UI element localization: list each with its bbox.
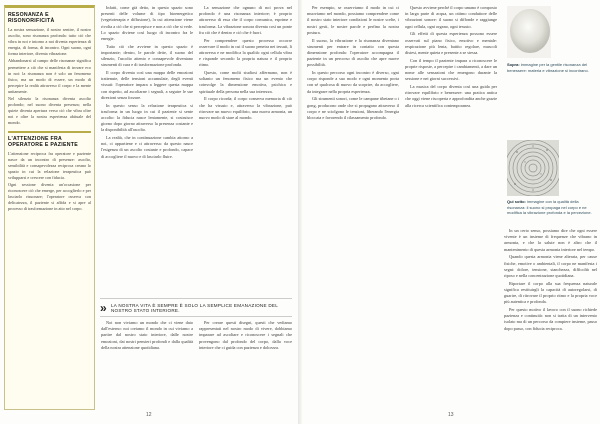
body-paragraph: Per esempio, se osserviamo il modo in cui ci muoviamo nel mondo, possiamo comprendere come il nostro stato interiore condizioni le nostre scelte, i nostri gesti, le nostre parole e perfino la nostra postura. bbox=[307, 5, 399, 35]
body-paragraph: La realtà, che in continuazione cambia attorno a noi, ci appartiene e ci attraversa: da questo nasce l'esigenza di un ascolto costante e profondo, capace di accogliere il nuovo e di lasciarlo fluire. bbox=[101, 135, 193, 159]
pull-quote-text: LA NOSTRA VITA È SEMPRE È SOLO LA SEMPLICE EMANAZIONE DEL NOSTRO STATO INTERIORE. bbox=[110, 302, 278, 313]
body-paragraph: Infatti, come già detto, in questo spazio sono presenti delle volume di tipo bioenergetico (vegetoterapia e diffusione), la cui attenzione viene rivolta a ciò che si percepisce e non a ciò che si vede. Lo spazio diviene così luogo di incontro fra le energie. bbox=[101, 5, 193, 42]
body-paragraph: Il corpo diventa così una mappa delle emozioni trattenute, delle tensioni accumulate, degli eventi vissuti: l'operatore impara a leggere questa mappa con rispetto, ad ascoltarne i segnali, a seguire le sue direzioni senza forzare. bbox=[101, 70, 193, 100]
body-paragraph: Riportare il corpo alla sua frequenza naturale significa restituirgli la capacità di autoregolarsi, di guarire, di ritrovare il proprio ritmo e la propria voce più autentica e profonda. bbox=[504, 280, 597, 305]
caption-bottom-text: immagine con la qualità della risonanza: il suono si propaga nel corpo e ne modifica la vibrazione profonda e la percezione. bbox=[507, 199, 592, 215]
right-column-3 bbox=[504, 228, 597, 408]
sidebar-box bbox=[4, 5, 95, 410]
left-column-1 bbox=[101, 5, 193, 293]
right-column-2 bbox=[405, 5, 497, 408]
body-paragraph: Questo avviene perché il corpo umano è composto in larga parte di acqua, un ottimo conduttore delle vibrazioni sonore: il suono si diffonde e raggiunge ogni cellula, ogni organo, ogni tessuto. bbox=[405, 5, 497, 29]
sidebar-text-resonance bbox=[8, 27, 91, 127]
quote-icon: » bbox=[100, 300, 107, 315]
sidebar-paragraph: La nostra sensazione, il nostro sentire, il nostro ascolto, sono risonanza profonda: tutto ciò che vibra in noi e intorno a noi diventa esperienza di energia, di forma, di incontro. Ogni suono, ogni forma interiore, diventa vibrazione. bbox=[8, 27, 91, 57]
body-paragraph: La sensazione che ognuno di noi prova nel profondo è una risonanza interiore; è proprio attraverso di essa che il corpo comunica, esprime e trasforma. La vibrazione sonora diventa così un ponte fra ciò che è dentro e ciò che è fuori. bbox=[199, 5, 292, 35]
body-paragraph: Questo, come molti studiosi affermano, non è soltanto un fenomeno fisico ma un evento che coinvolge la dimensione emotiva, psichica e spirituale della persona nella sua interezza. bbox=[199, 70, 292, 94]
body-paragraph: Gli strumenti sonori, come le campane tibetane o i gong, producono onde che si propagano attraverso il corpo e ne sciolgono le tensioni, liberando l'energia bloccata e favorendo il rilassamento profondo. bbox=[307, 96, 399, 120]
body-paragraph: Quando questa armonia viene alterata, per cause fisiche, emotive o ambientali, il corpo ne manifesta i segni: dolore, tensione, stanchezza, difficoltà nel riposo e nella concentrazione quotidiana. bbox=[504, 254, 597, 278]
caption-top bbox=[507, 62, 597, 82]
sidebar-paragraph: Ogni sessione diventa un'occasione per riconoscere ciò che emerge, per accoglierlo e per lasciarlo risuonare; l'operatore osserva con delicatezza, il paziente si affida e si apre al processo di trasformazione in atto nel corpo. bbox=[8, 181, 91, 212]
page-number-right: 13 bbox=[448, 412, 454, 418]
body-paragraph: La musica del corpo diventa così una guida per ritrovare equilibrio e benessere: una pratica antica che oggi viene riscoperta e approfondita anche grazie alla ricerca scientifica contemporanea. bbox=[405, 83, 497, 108]
right-column-1 bbox=[307, 5, 399, 408]
body-paragraph: Gli effetti di questa esperienza possono essere osservati sul piano fisico, emotivo e mentale: respirazione più lenta, battito regolare, muscoli distesi, mente quieta e presente a se stessa. bbox=[405, 31, 497, 55]
sound-wave-image bbox=[507, 140, 559, 196]
photo-sound-waves bbox=[507, 140, 559, 196]
page-number-left: 12 bbox=[146, 412, 152, 418]
photo-orb bbox=[507, 6, 551, 58]
body-paragraph: Per questo motivo il lavoro con il suono richiede pazienza e continuità: non si tratta di un intervento isolato ma di un percorso da compiere insieme, passo dopo passo, con fiducia reciproca. bbox=[504, 306, 597, 331]
pull-quote bbox=[100, 298, 292, 317]
caption-bottom bbox=[507, 199, 597, 225]
body-paragraph: In un certo senso, possiamo dire che ogni essere vivente è un insieme di frequenze che vibrano in armonia, e che la salute non è altro che il mantenimento di questa armonia interiore nel tempo. bbox=[504, 228, 597, 252]
body-paragraph: Il corpo ricorda; il corpo conserva memoria di ciò che ha vissuto e, attraverso la vibrazione, può ritrovare un nuovo equilibrio, una nuova armonia, un nuovo modo di stare al mondo. bbox=[199, 96, 292, 120]
caption-top-text: immagine per la gentile risonanza del benessere: materia e vibrazione si incontrano. bbox=[507, 62, 589, 73]
caption-bottom-label: Qui sotto: bbox=[507, 199, 527, 204]
left-bottom-column-2 bbox=[199, 320, 292, 408]
body-paragraph: In questo percorso ogni incontro è diverso, ogni corpo risponde a suo modo e ogni momento porta con sé qualcosa di nuovo da scoprire, da accogliere, da integrare nella propria esperienza. bbox=[307, 70, 399, 94]
left-bottom-column-1 bbox=[101, 320, 193, 408]
left-column-2 bbox=[199, 5, 292, 293]
sidebar-paragraph: Nel silenzio la risonanza diventa ascolto profondo; nel suono diventa presenza; nella quiete diventa apertura verso ciò che vibra oltre noi e oltre la nostra esperienza abituale del mondo. bbox=[8, 96, 91, 126]
body-paragraph: Noi non viviamo un mondo che ci viene dato dall'esterno: noi creiamo il mondo in cui viviamo a partire dal nostro stato interiore, dalle nostre emozioni, dai nostri pensieri profondi e dalla qualità della nostra attenzione quotidiana. bbox=[101, 320, 193, 350]
body-paragraph: Per creare questi disegni, questi che vediamo rappresentati nel nostro modo di vivere, dobbiamo imparare ad ascoltare e riconoscere i segnali che provengono dal profondo del corpo, dalla voce interiore che ci guida con pazienza e dolcezza. bbox=[199, 320, 292, 350]
body-paragraph: Con il tempo il paziente impara a riconoscere le proprie risposte, a percepire i cambiamenti, a dare un nome alle sensazioni che emergono durante la sessione e nei giorni successivi. bbox=[405, 57, 497, 82]
body-paragraph: Tutto ciò che avviene in questo spazio è importante; dentro, le parole dette, il suono del silenzio, l'ascolto attento e consapevole diventano strumenti di cura e di trasformazione profonda. bbox=[101, 43, 193, 68]
orb-image bbox=[507, 6, 551, 58]
sidebar-paragraph: Abbandonarsi al campo delle risonanze significa permettere a ciò che si manifesta di trovare eco in noi: la risonanza non è solo un fenomeno fisico, ma un modo di essere, un modo di percepire la realtà attraverso il corpo e la mente unitamente. bbox=[8, 58, 91, 94]
body-paragraph: In questo senso la relazione terapeutica si trasforma in un luogo in cui il paziente si sente accolto: la fiducia nasce lentamente, si costruisce giorno dopo giorno attraverso la presenza costante e la disponibilità all'ascolto. bbox=[101, 102, 193, 133]
sidebar-paragraph: L'attenzione reciproca fra operatore e paziente nasce da un incontro di presenze: ascolto, sensibilità e consapevolezza reciproca creano lo spazio in cui la relazione terapeutica può svilupparsi e crescere con fiducia. bbox=[8, 150, 91, 180]
center-fold bbox=[298, 0, 302, 424]
right-page bbox=[304, 0, 600, 424]
sidebar-heading-attention: L'ATTENZIONE FRA OPERATORE E PAZIENTE bbox=[8, 131, 91, 148]
body-paragraph: Il suono, la vibrazione e la risonanza diventano strumenti per entrare in contatto con questa dimensione profonda: l'operatore accompagna il paziente in un percorso di ascolto che apre nuove possibilità. bbox=[307, 37, 399, 68]
left-page bbox=[0, 0, 296, 424]
sidebar-text-attention bbox=[8, 151, 91, 213]
body-paragraph: Per comprendere questo processo occorre osservare il modo in cui il suono penetra nei tessuti, li attraversa e ne modifica la qualità: ogni cellula vibra e risponde secondo la propria natura e il proprio ritmo. bbox=[199, 37, 292, 68]
caption-top-label: Sopra: bbox=[507, 62, 520, 67]
sidebar-heading-resonance: RESONANZA E RISONORIFICITÀ bbox=[8, 12, 55, 24]
